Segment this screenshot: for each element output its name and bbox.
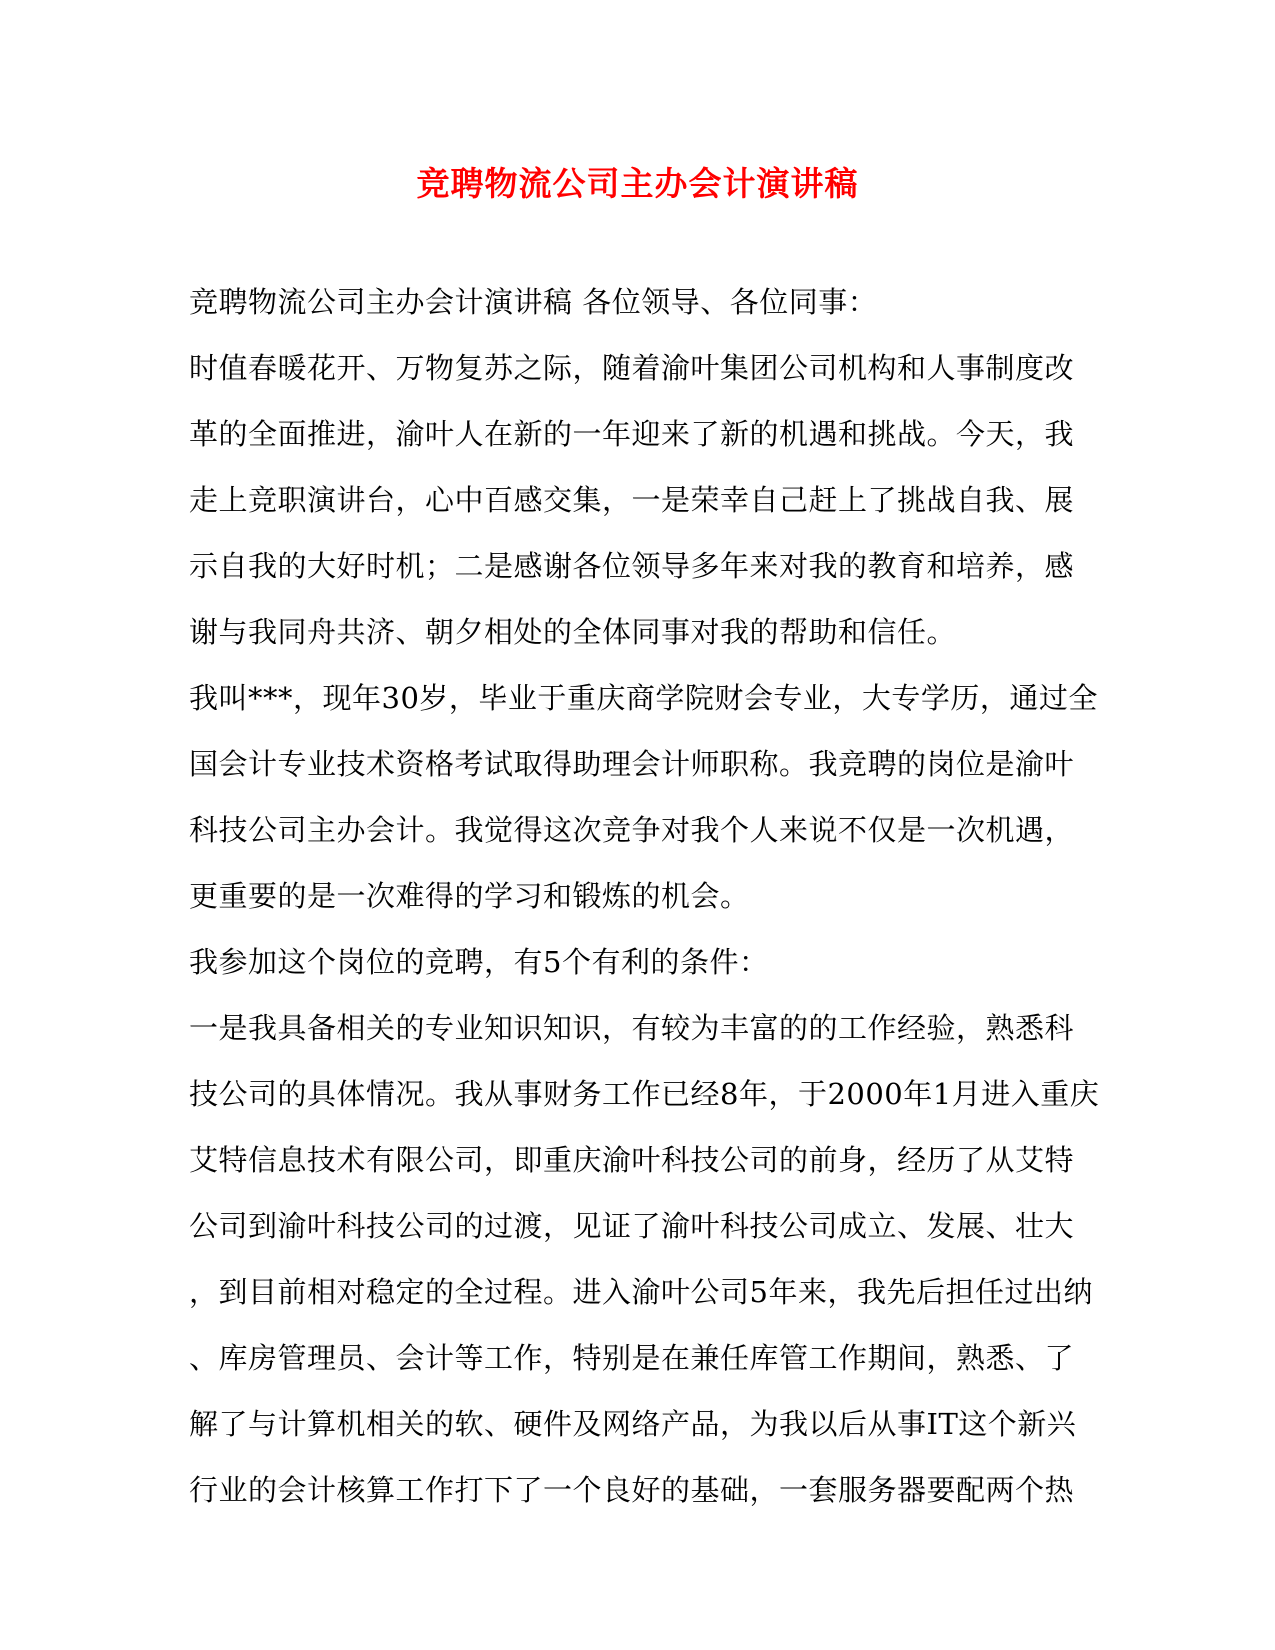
text-line: 时值春暖花开、万物复苏之际，随着渝叶集团公司机构和人事制度改 — [189, 351, 1075, 385]
text-line: 国会计专业技术资格考试取得助理会计师职称。我竞聘的岗位是渝叶 — [189, 747, 1075, 781]
text-line: 革的全面推进，渝叶人在新的一年迎来了新的机遇和挑战。今天，我 — [189, 417, 1075, 451]
text-line: 一是我具备相关的专业知识知识，有较为丰富的的工作经验，熟悉科 — [189, 1011, 1075, 1045]
text-line: 行业的会计核算工作打下了一个良好的基础，一套服务器要配两个热 — [189, 1473, 1075, 1507]
text-line: 谢与我同舟共济、朝夕相处的全体同事对我的帮助和信任。 — [189, 615, 957, 649]
text-line: 、库房管理员、会计等工作，特别是在兼任库管工作期间，熟悉、了 — [189, 1341, 1075, 1375]
text-line: 科技公司主办会计。我觉得这次竞争对我个人来说不仅是一次机遇， — [189, 813, 1075, 847]
text-line: 技公司的具体情况。我从事财务工作已经8年，于2000年1月进入重庆 — [189, 1077, 1100, 1111]
document-body — [189, 278, 1100, 1532]
text-line: 走上竞职演讲台，心中百感交集，一是荣幸自己赶上了挑战自我、展 — [189, 483, 1075, 517]
text-line: 我叫***，现年30岁，毕业于重庆商学院财会专业，大专学历，通过全 — [189, 681, 1098, 715]
text-line: 艾特信息技术有限公司，即重庆渝叶科技公司的前身，经历了从艾特 — [189, 1143, 1075, 1177]
text-line: 示自我的大好时机；二是感谢各位领导多年来对我的教育和培养，感 — [189, 549, 1075, 583]
text-line: ，到目前相对稳定的全过程。进入渝叶公司5年来，我先后担任过出纳 — [189, 1275, 1093, 1309]
text-line: 解了与计算机相关的软、硬件及网络产品，为我以后从事IT这个新兴 — [189, 1407, 1077, 1441]
document-title: 竞聘物流公司主办会计演讲稿 — [416, 164, 859, 203]
text-line: 更重要的是一次难得的学习和锻炼的机会。 — [189, 879, 750, 913]
text-line: 我参加这个岗位的竞聘，有5个有利的条件： — [189, 945, 769, 979]
text-line: 公司到渝叶科技公司的过渡，见证了渝叶科技公司成立、发展、壮大 — [189, 1209, 1075, 1243]
text-line: 竞聘物流公司主办会计演讲稿 各位领导、各位同事： — [189, 285, 878, 319]
